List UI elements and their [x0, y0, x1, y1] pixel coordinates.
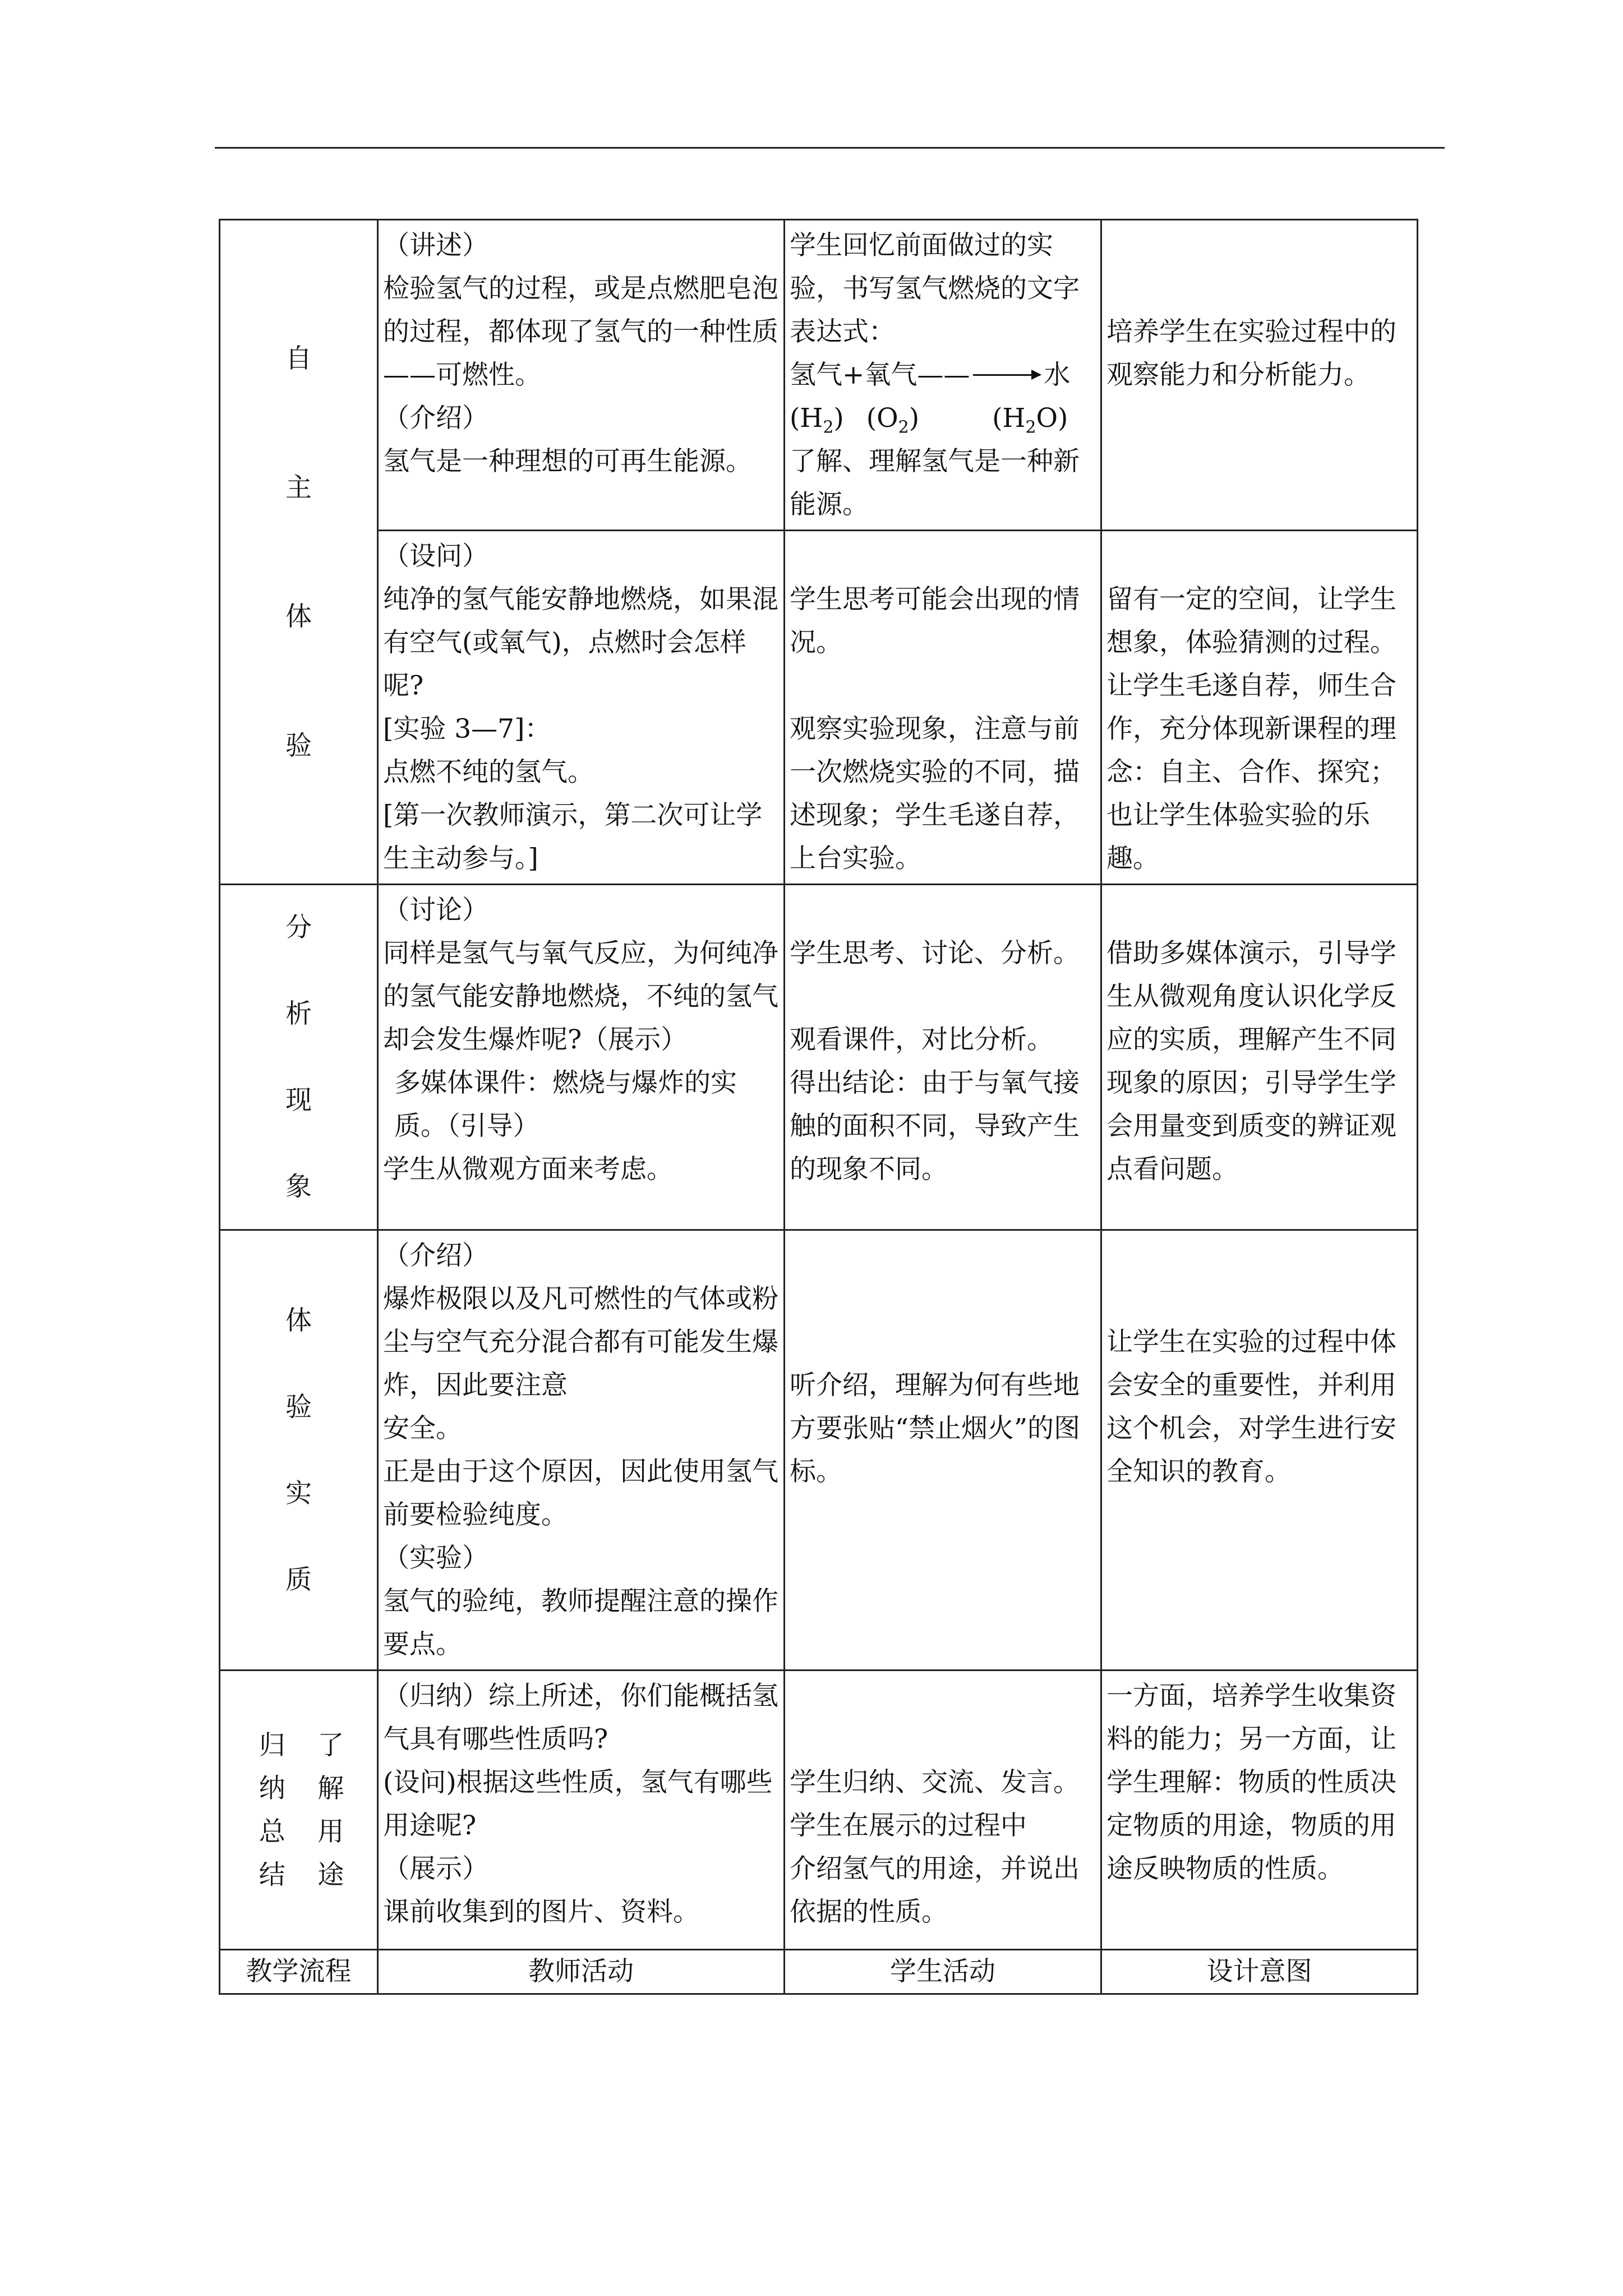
paragraph: 一方面，培养学生收集资料的能力；另一方面，让学生理解：物质的性质决定物质的用途，物质的用途反映物质的性质。 [1106, 1681, 1396, 1884]
teacher-activity-cell [378, 1671, 785, 1950]
stage-char: 用 [317, 1816, 344, 1847]
table-row [220, 1230, 1418, 1671]
stage-char: 象 [285, 1171, 312, 1202]
paragraph: 爆炸极限以及凡可燃性的气体或粉尘与空气充分混合都有可能发生爆炸，因此要注意 [383, 1283, 778, 1401]
column-header: 教学流程 [220, 1950, 378, 1994]
equation-reactants: 氢气+氧气—— [790, 360, 970, 390]
label-text: （介绍） [383, 403, 488, 434]
stage-char: 验 [285, 730, 312, 761]
label-text: [实验 3—7]： [383, 714, 551, 744]
formula-h2o: $(H_2O)$ [992, 403, 1068, 438]
stage-char: 自 [285, 343, 312, 374]
paragraph: 听介绍，理解为何有些地方要张贴“禁止烟火”的图标。 [790, 1370, 1081, 1487]
paragraph: 氢气是一种理想的可再生能源。 [383, 446, 752, 477]
paragraph: 学生回忆前面做过的实验，书写氢气燃烧的文字表达式： [790, 230, 1080, 347]
paragraph: 课前收集到的图片、资料。 [383, 1897, 699, 1927]
equation-product: 水 [1044, 360, 1071, 390]
paragraph: 多媒体课件：燃烧与爆炸的实质。（引导） [394, 1068, 737, 1142]
table-row [220, 531, 1418, 885]
paragraph: 留有一定的空间，让学生想象，体验猜测的过程。让学生毛遂自荐，师生合作，充分体现新课程的理念：自主、合作、探究；也让学生体验实验的乐趣。 [1106, 584, 1396, 874]
teacher-activity-cell [378, 220, 785, 531]
paragraph: 得出结论：由于与氧气接触的面积不同，导致产生的现象不同。 [790, 1068, 1080, 1185]
stage-cell [220, 885, 378, 1230]
stage-char: 纳 [259, 1773, 285, 1804]
paragraph: 氢气的验纯，教师提醒注意的操作要点。 [383, 1586, 778, 1660]
paragraph: 检验氢气的过程，或是点燃肥皂泡的过程，都体现了氢气的一种性质——可燃性。 [383, 273, 778, 390]
design-intent-cell [1101, 531, 1418, 885]
formula-h2: $(H_2)$ [790, 403, 844, 438]
student-activity-cell [785, 1230, 1101, 1671]
table-row [220, 1671, 1418, 1950]
student-activity-cell [785, 1671, 1101, 1950]
stage-cell [220, 220, 378, 885]
student-activity-cell [785, 531, 1101, 885]
paragraph: 学生在展示的过程中 [790, 1810, 1027, 1841]
paragraph: 学生思考、讨论、分析。 [790, 938, 1080, 969]
paragraph: 点燃不纯的氢气。 [383, 757, 594, 788]
paragraph: 同样是氢气与氧气反应，为何纯净的氢气能安静地燃烧，不纯的氢气却会发生爆炸呢?（展示） [383, 938, 778, 1055]
stage-char: 总 [259, 1816, 285, 1847]
paragraph: (设问)根据这些性质，氢气有哪些用途呢? [383, 1767, 773, 1841]
paragraph: 纯净的氢气能安静地燃烧，如果混有空气(或氧气)，点燃时会怎样呢? [383, 584, 778, 701]
lesson-plan-table [219, 219, 1418, 1995]
formula-o2: $(O_2)$ [866, 403, 920, 438]
design-intent-cell [1101, 220, 1418, 531]
stage-char: 主 [285, 472, 312, 503]
stage-char: 归 [259, 1729, 285, 1761]
stage-char: 现 [285, 1085, 312, 1116]
paragraph: 培养学生在实验过程中的观察能力和分析能力。 [1106, 316, 1396, 390]
table-row [220, 220, 1418, 531]
chemical-formulas [790, 397, 1098, 440]
stage-char: 质 [285, 1564, 312, 1595]
paragraph: 学生思考可能会出现的情况。 [790, 584, 1080, 658]
label-text: （设问） [383, 541, 488, 572]
stage-char: 实 [285, 1478, 312, 1509]
paragraph: 借助多媒体演示，引导学生从微观角度认识化学反应的实质，理解产生不同现象的原因；引导学生学会用量变到质变的辨证观点看问题。 [1106, 938, 1396, 1185]
design-intent-cell [1101, 1230, 1418, 1671]
teacher-activity-cell [378, 1230, 785, 1671]
word-equation [790, 353, 1098, 397]
paragraph: 观看课件，对比分析。 [790, 1024, 1053, 1055]
paragraph: （归纳）综上所述，你们能概括氢气具有哪些性质吗? [383, 1681, 778, 1755]
stage-cell [220, 1230, 378, 1671]
stage-char: 验 [285, 1391, 312, 1423]
paragraph: [第一次教师演示，第二次可让学生主动参与。] [383, 800, 763, 874]
paragraph: 观察实验现象，注意与前一次燃烧实验的不同，描述现象；学生毛遂自荐，上台实验。 [790, 714, 1080, 874]
stage-pair [220, 1724, 377, 1897]
paragraph: 学生从微观方面来考虑。 [383, 1154, 673, 1185]
column-header: 学生活动 [785, 1950, 1101, 1994]
stage-char: 途 [317, 1859, 344, 1890]
paragraph: 了解、理解氢气是一种新能源。 [790, 446, 1080, 520]
student-activity-cell [785, 885, 1101, 1230]
stage-char: 解 [317, 1773, 344, 1804]
stage-char: 体 [285, 1305, 312, 1336]
label-text: （讲述） [383, 230, 488, 261]
design-intent-cell [1101, 885, 1418, 1230]
teacher-activity-cell [378, 531, 785, 885]
top-rule [215, 147, 1445, 149]
paragraph: 正是由于这个原因，因此使用氢气前要检验纯度。 [383, 1456, 778, 1530]
label-text: （讨论） [383, 895, 488, 926]
teacher-activity-cell [378, 885, 785, 1230]
stage-char: 结 [259, 1859, 285, 1890]
label-text: （介绍） [383, 1240, 488, 1271]
label-text: （展示） [383, 1853, 488, 1884]
stage-char: 了 [317, 1729, 344, 1761]
table-row [220, 885, 1418, 1230]
column-header: 设计意图 [1101, 1950, 1418, 1994]
stage-cell [220, 1671, 378, 1950]
stage-char: 分 [285, 912, 312, 943]
design-intent-cell [1101, 1671, 1418, 1950]
table-header-row [220, 1950, 1418, 1994]
stage-char: 析 [285, 999, 312, 1029]
label-text: （实验） [383, 1543, 488, 1573]
paragraph: 介绍氢气的用途，并说出依据的性质。 [790, 1853, 1080, 1927]
paragraph: 让学生在实验的过程中体会安全的重要性，并利用这个机会，对学生进行安全知识的教育。 [1106, 1327, 1396, 1487]
student-activity-cell [785, 220, 1101, 531]
paragraph: 安全。 [383, 1413, 462, 1444]
column-header: 教师活动 [378, 1950, 785, 1994]
arrow-icon [973, 374, 1040, 376]
stage-char: 体 [285, 601, 312, 632]
paragraph: 学生归纳、交流、发言。 [790, 1767, 1080, 1798]
